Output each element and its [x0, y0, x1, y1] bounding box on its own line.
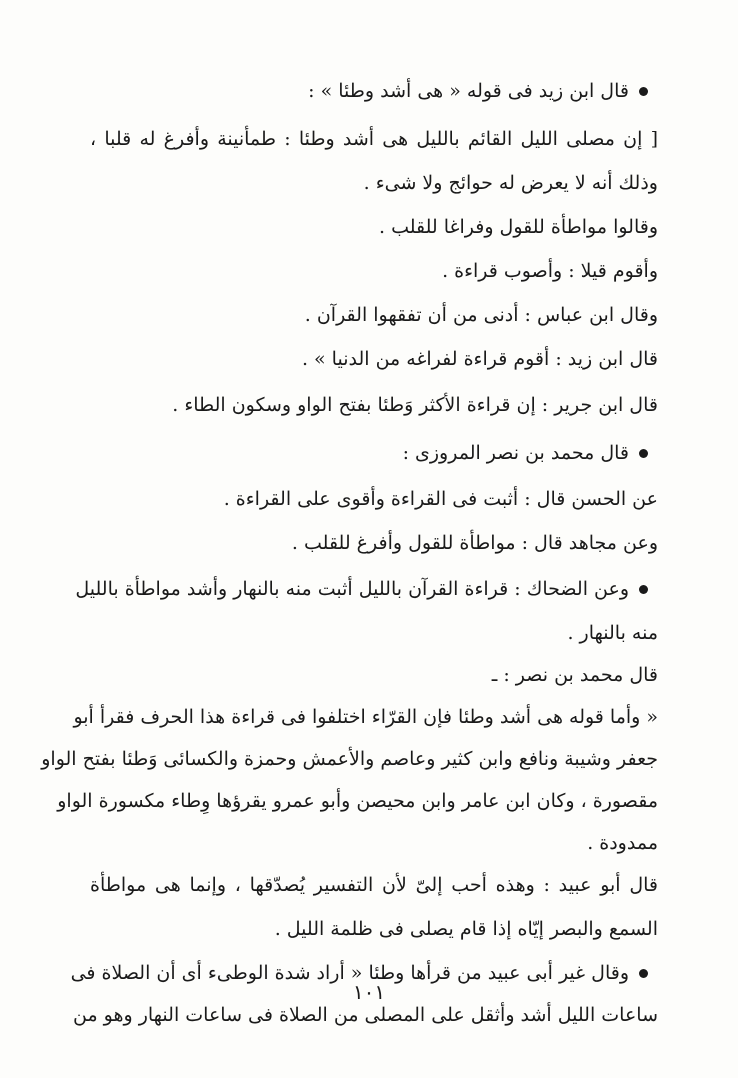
line-text: قال محمد بن نصر المروزى :	[402, 442, 629, 464]
line-text: منه بالنهار .	[567, 622, 658, 644]
line-12	[75, 574, 648, 608]
line-text: قال ابن زيد فى قوله « هى أشد وطئا » :	[308, 80, 629, 102]
line-15	[73, 702, 658, 736]
line-22	[72, 1000, 658, 1034]
line-text: قال ابن جرير : إن قراءة الأكثر وَطئا بفتح الواو وسكون الطاء .	[172, 394, 658, 416]
line-18	[90, 828, 658, 862]
bullet-icon	[639, 87, 648, 96]
line-text: « وأما قوله هى أشد وطئا فإن القرّاء اختلفوا فى قراءة هذا الحرف فقرأ أبو	[73, 706, 658, 728]
line-text: وقال ابن عباس : أدنى من أن تفقهوا القرآن .	[304, 304, 658, 326]
bullet-icon	[639, 585, 648, 594]
line-10	[90, 484, 658, 518]
line-14	[90, 660, 658, 694]
line-2	[90, 124, 658, 158]
line-text: وأقوم قيلا : وأصوب قراءة .	[442, 260, 658, 282]
line-11	[90, 528, 658, 562]
line-13	[90, 618, 658, 652]
line-text: وقال غير أبى عبيد من قرأها وطئا « أراد شدة الوطىء أى أن الصلاة فى	[70, 962, 629, 984]
line-3	[90, 168, 658, 202]
line-text: ساعات الليل أشد وأثقل على المصلى من الصلاة فى ساعات النهار وهو من	[72, 1004, 658, 1026]
line-text: وعن مجاهد قال : مواطأة للقول وأفرغ للقلب .	[291, 532, 658, 554]
bullet-icon	[639, 969, 648, 978]
line-text: وعن الضحاك : قراءة القرآن بالليل أثبت منه بالنهار وأشد مواطأة بالليل	[75, 578, 629, 600]
page-number: ١٠١	[352, 980, 386, 1004]
line-text: قال ابن زيد : أقوم قراءة لفراغه من الدنيا » .	[301, 348, 658, 370]
line-20	[90, 914, 658, 948]
line-9	[90, 438, 648, 472]
line-text: ممدودة .	[587, 832, 658, 854]
line-19	[90, 870, 658, 904]
line-text: وقالوا مواطأة للقول وفراغا للقلب .	[379, 216, 658, 238]
line-8	[90, 390, 658, 424]
line-17	[57, 786, 658, 820]
line-text: [ إن مصلى الليل القائم بالليل هى أشد وطئا : طمأنينة وأفرغ له قلبا ،	[90, 128, 658, 150]
bullet-icon	[639, 449, 648, 458]
line-text: مقصورة ، وكان ابن عامر وابن محيصن وأبو عمرو يقرؤها وِطاء مكسورة الواو	[57, 790, 658, 812]
line-text: السمع والبصر إيّاه إذا قام يصلى فى ظلمة الليل .	[274, 918, 658, 940]
line-4	[90, 212, 658, 246]
line-7	[90, 344, 658, 378]
line-16	[41, 744, 658, 778]
line-text: قال محمد بن نصر : ـ	[491, 664, 658, 686]
line-1	[90, 76, 648, 110]
line-6	[90, 300, 658, 334]
line-text: وذلك أنه لا يعرض له حوائج ولا شىء .	[363, 172, 658, 194]
line-5	[90, 256, 658, 290]
page-body	[41, 68, 658, 1038]
line-text: جعفر وشيبة ونافع وابن كثير وعاصم والأعمش وحمزة والكسائى وَطئا بفتح الواو	[41, 748, 658, 770]
line-text: عن الحسن قال : أثبت فى القراءة وأقوى على القراءة .	[223, 488, 658, 510]
line-text: قال أبو عبيد : وهذه أحب إلىّ لأن التفسير يُصدّقها ، وإنما هى مواطأة	[90, 874, 658, 896]
